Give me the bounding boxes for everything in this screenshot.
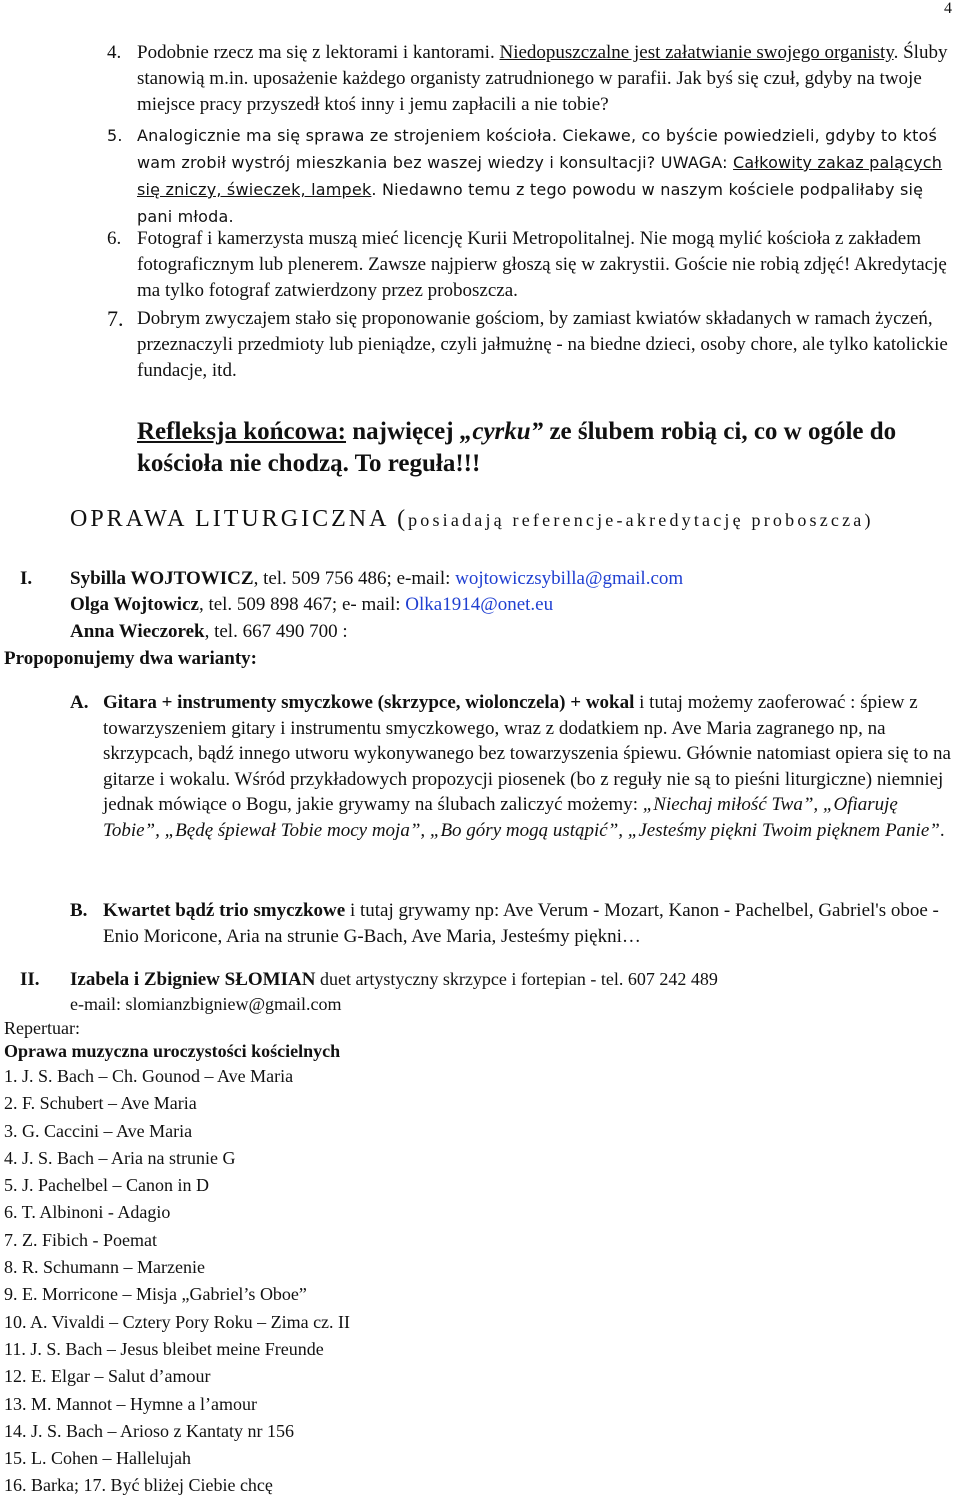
- repertoire-item: 11. J. S. Bach – Jesus bleibet meine Freunde: [4, 1338, 324, 1359]
- contact-phone: , tel. 509 898 467; e- mail:: [198, 594, 406, 615]
- duo-contact: [70, 969, 718, 991]
- repertoire-item: 7. Z. Fibich - Poemat: [4, 1229, 157, 1250]
- repertoire-item: 13. M. Mannot – Hymne a l’amour: [4, 1393, 257, 1414]
- section-1-number: I.: [20, 568, 33, 589]
- repertoire-item: 6. T. Albinoni - Adagio: [4, 1202, 171, 1223]
- repertoire-item: 3. G. Caccini – Ave Maria: [4, 1120, 193, 1141]
- section-title: OPRAWA LITURGICZNA (: [70, 506, 409, 532]
- item-text-continued: . Niedawno temu z tego powodu w naszym kościele podpaliłaby się pani młoda.: [137, 180, 924, 226]
- variant-label: B.: [70, 900, 88, 921]
- item-text: Podobnie rzecz ma się z lektorami i kantorami.: [137, 42, 500, 63]
- contact-name: Olga Wojtowicz: [70, 594, 199, 615]
- item-number: 4.: [107, 42, 122, 63]
- contact-line-3: [70, 621, 348, 643]
- contact-line-1: [70, 568, 683, 590]
- section-subtitle: posiadają referencje-akredytację proboszcza): [408, 510, 874, 530]
- repertoire-item: 14. J. S. Bach – Arioso z Kantaty nr 156: [4, 1420, 294, 1441]
- rule-item-7: [107, 306, 959, 384]
- contact-phone: , tel. 667 490 700 :: [204, 621, 348, 642]
- item-text: Analogicznie ma się sprawa ze strojeniem kościoła. Ciekawe, co byście powiedzieli, gdyby to ktoś wam zrobił wystrój mieszkania bez waszej wiedzy i konsultacji? UWAGA:: [137, 126, 938, 172]
- proposal-heading: Propoponujemy dwa warianty:: [4, 648, 257, 669]
- item-number: 5.: [107, 126, 123, 145]
- repertoire-item: 2. F. Schubert – Ave Maria: [4, 1093, 197, 1114]
- reflection-text-end: ze ślubem robią ci, co w ogóle do kościoła nie chodzą. To reguła!!!: [137, 418, 897, 477]
- contact-line-2: [70, 594, 553, 616]
- section-2-number: II.: [20, 969, 40, 990]
- repertoire-item: 10. A. Vivaldi – Cztery Pory Roku – Zima cz. II: [4, 1311, 351, 1332]
- repertoire-item: 15. L. Cohen – Hallelujah: [4, 1448, 191, 1469]
- repertoire-label: Repertuar:: [4, 1018, 80, 1038]
- section-heading: [70, 506, 874, 533]
- rule-item-6: [107, 226, 959, 304]
- variant-title: Kwartet bądź trio smyczkowe: [103, 900, 346, 921]
- closing-reflection: [137, 416, 957, 480]
- rule-item-5: [107, 122, 959, 230]
- rule-item-4: [107, 40, 959, 118]
- song-titles: „Niechaj miłość Twa”, „Ofiaruję Tobie”, „Będę śpiewał Tobie mocy moja”, „Bo góry mogą ustąpić”, „Jesteśmy piękni Twoim pięknem Panie”: [103, 794, 940, 841]
- organist-rule-underlined: Niedopuszczalne jest załatwianie swojego organisty: [499, 42, 894, 63]
- repertoire-item: 9. E. Morricone – Misja „Gabriel’s Oboe”: [4, 1284, 307, 1305]
- item-text: Dobrym zwyczajem stało się proponowanie gościom, by zamiast kwiatów składanych w ramach życzeń, przeznaczyli przedmioty lub pieniądze, czyli jałmużnę - na biedne dzieci, osoby chore, ale tylko katolickie fundacje, itd.: [137, 308, 948, 381]
- variant-text: i tutaj możemy zaoferować : śpiew z towarzyszeniem gitary i instrumentu smyczkowego, wraz z dodatkiem np. Ave Maria zagranego np, na skrzypcach, bądź innego utworu wykonywanego bez towarzyszenia śpiewu. Głównie natomiast opiera się to na gitarze i wokalu. Wśród przykładowych propozycji piosenek (bo z reguły nie są to pieśni liturgiczne) niemniej jednak mówiące o Bogu, jakie grywamy na ślubach zaliczyć możemy:: [103, 692, 951, 815]
- variant-text: i tutaj grywamy np: Ave Verum - Mozart, Kanon - Pachelbel, Gabriel's oboe - Enio Moricone, Aria na strunie G-Bach, Ave Maria, Jesteśmy piękni…: [103, 900, 939, 947]
- repertoire-heading: Oprawa muzyczna uroczystości kościelnych: [4, 1041, 341, 1061]
- contact-name: Anna Wieczorek: [70, 621, 205, 642]
- contact-phone: , tel. 509 756 486; e-mail:: [253, 568, 456, 589]
- variant-a: [70, 690, 955, 843]
- repertoire-list: [4, 1063, 350, 1500]
- item-text: Fotograf i kamerzysta muszą mieć licencję Kurii Metropolitalnej. Nie mogą mylić kościoła z zakładem fotograficznym lub plenerem. Zawsze najpierw głoszą się w zakrystii. Goście nie robią zdjęć! Akredytację ma tylko fotograf zatwierdzony przez proboszcza.: [137, 228, 947, 301]
- reflection-label: Refleksja końcowa:: [137, 418, 347, 445]
- repertoire-item: 16. Barka; 17. Być bliżej Ciebie chcę: [4, 1475, 273, 1496]
- item-number: 7.: [107, 306, 124, 331]
- variant-title: Gitara + instrumenty smyczkowe (skrzypce, wiolonczela) + wokal: [103, 692, 635, 713]
- page-number: 4: [944, 0, 952, 17]
- candle-ban-underlined: Całkowity zakaz palących się zniczy, świeczek, lampek: [137, 153, 943, 199]
- duo-email[interactable]: e-mail: slomianzbigniew@gmail.com: [70, 994, 342, 1014]
- duo-name: Izabela i Zbigniew SŁOMIAN: [70, 969, 316, 990]
- repertoire-item: 1. J. S. Bach – Ch. Gounod – Ave Maria: [4, 1066, 294, 1086]
- contact-email-link[interactable]: Olka1914@onet.eu: [405, 594, 554, 615]
- variant-b: [70, 898, 955, 949]
- repertoire-item: 4. J. S. Bach – Aria na strunie G: [4, 1147, 236, 1168]
- variant-text-end: .: [939, 819, 945, 841]
- reflection-emphasis: „cyrku”: [459, 418, 544, 445]
- contact-email-link[interactable]: wojtowiczsybilla@gmail.com: [455, 568, 684, 589]
- repertoire-item: 12. E. Elgar – Salut d’amour: [4, 1366, 211, 1387]
- reflection-text: najwięcej: [346, 418, 460, 445]
- item-number: 6.: [107, 228, 122, 249]
- repertoire-item: 8. R. Schumann – Marzenie: [4, 1257, 205, 1278]
- duo-description: duet artystyczny skrzypce i fortepian - tel. 607 242 489: [315, 969, 718, 989]
- contact-name: Sybilla WOJTOWICZ: [70, 568, 254, 589]
- variant-label: A.: [70, 692, 89, 713]
- item-text-continued: . Śluby stanowią m.in. uposażenie każdego organisty zatrudnionego w parafii. Jak byś się czuł, gdyby na twoje miejsce pracy przyszedł ktoś inny i jemu zapłacili a nie tobie?: [137, 42, 948, 115]
- repertoire-item: 5. J. Pachelbel – Canon in D: [4, 1175, 209, 1196]
